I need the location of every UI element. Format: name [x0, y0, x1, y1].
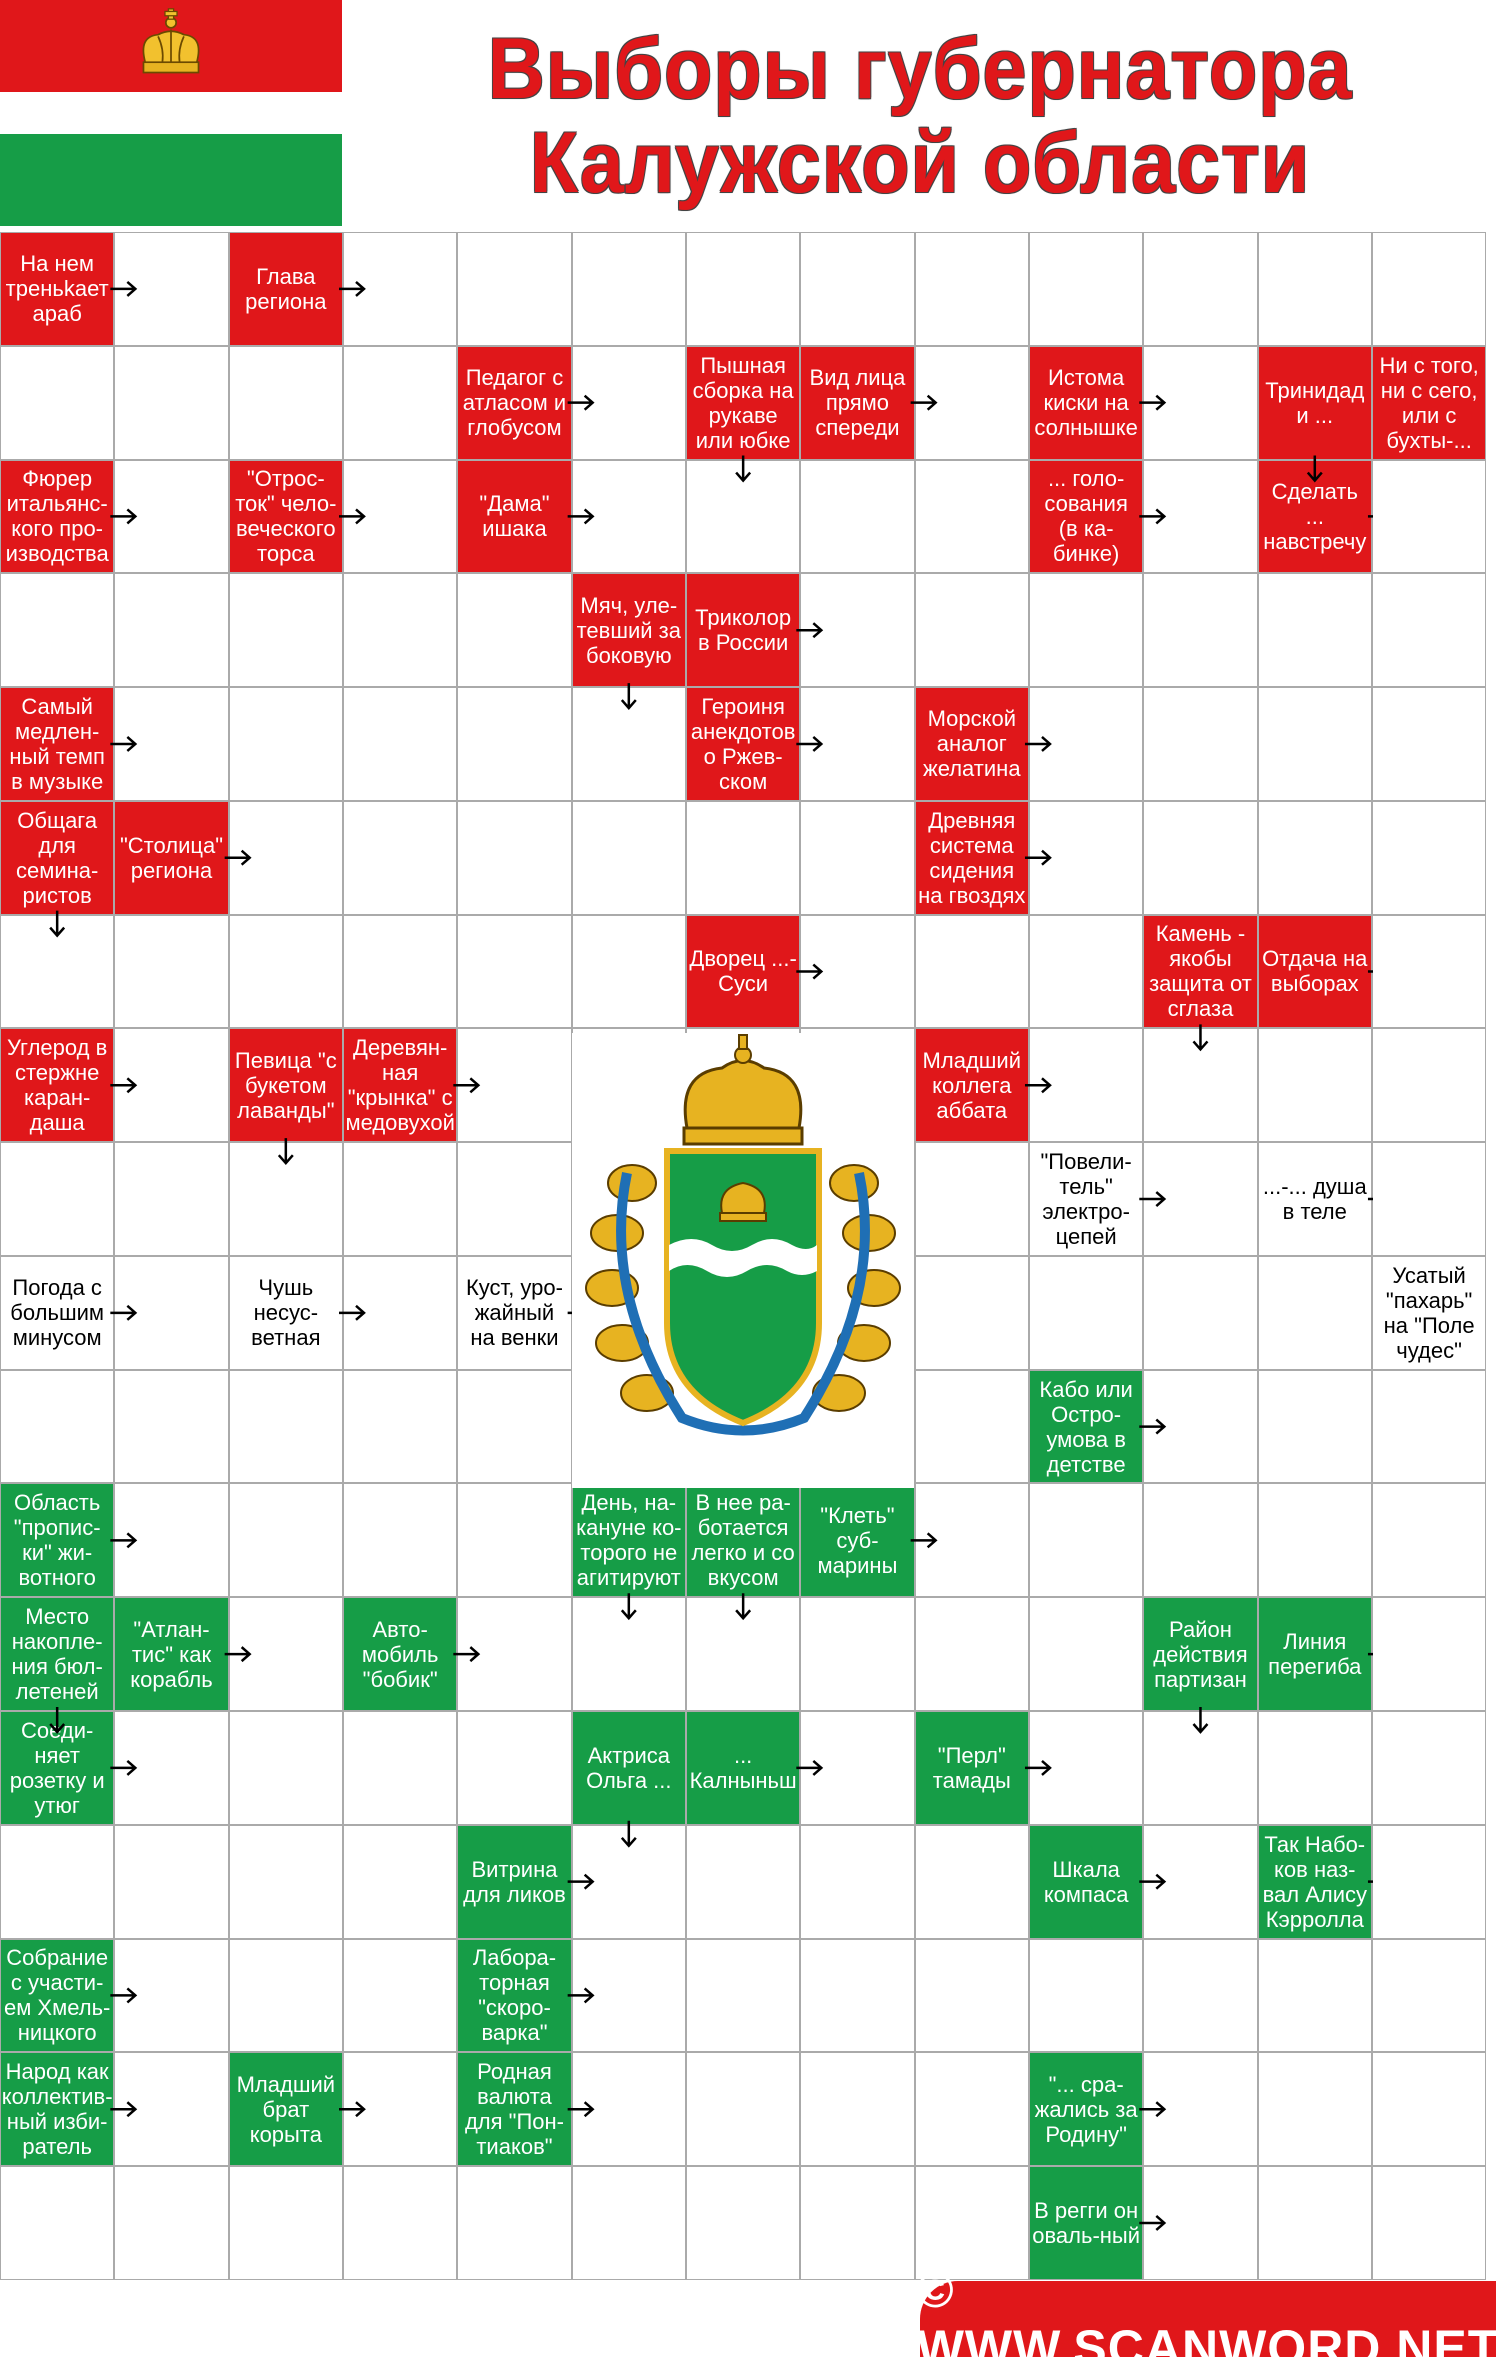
answer-cell[interactable] [114, 1825, 228, 1939]
answer-cell[interactable] [686, 1597, 800, 1711]
answer-cell[interactable] [1029, 1711, 1143, 1825]
copyright-footer[interactable] [916, 2262, 1500, 2376]
answer-cell[interactable] [800, 232, 914, 346]
answer-cell[interactable] [114, 1483, 228, 1597]
answer-cell[interactable] [1258, 801, 1372, 915]
clue-text: Героиня анекдотов о Ржев-ском [690, 693, 796, 794]
answer-cell[interactable] [915, 1939, 1029, 2053]
answer-cell[interactable] [1372, 573, 1486, 687]
clue-cell [0, 2052, 114, 2166]
clue-cell [1143, 915, 1257, 1029]
answer-cell[interactable] [1143, 687, 1257, 801]
clue-text: "Дама" ишака [479, 491, 550, 542]
clue-cell [686, 346, 800, 460]
answer-cell[interactable] [1143, 1370, 1257, 1484]
kaluga-coat-of-arms-icon [572, 1033, 914, 1488]
answer-cell[interactable] [1143, 1483, 1257, 1597]
answer-cell[interactable] [572, 687, 686, 801]
answer-cell[interactable] [343, 460, 457, 574]
answer-cell[interactable] [1029, 1597, 1143, 1711]
answer-cell[interactable] [1143, 1142, 1257, 1256]
clue-cell [0, 1028, 114, 1142]
clue-cell [1029, 1142, 1143, 1256]
clue-text: "Столица" региона [119, 832, 224, 883]
answer-cell[interactable] [457, 1370, 571, 1484]
clue-cell [0, 1256, 114, 1370]
answer-cell[interactable] [114, 1370, 228, 1484]
answer-cell[interactable] [114, 1939, 228, 2053]
clue-text: Деревян-ная "крынка" с медовухой [345, 1035, 455, 1136]
answer-cell[interactable] [1029, 1028, 1143, 1142]
answer-cell[interactable] [343, 1939, 457, 2053]
clue-cell [915, 1711, 1029, 1825]
answer-cell[interactable] [1143, 460, 1257, 574]
answer-cell[interactable] [229, 2166, 343, 2280]
clue-cell [915, 801, 1029, 915]
clue-cell [1372, 346, 1486, 460]
clue-text: Чушь несус-ветная [251, 1275, 321, 1351]
answer-cell[interactable] [800, 573, 914, 687]
clue-cell [572, 573, 686, 687]
answer-cell[interactable] [0, 573, 114, 687]
answer-cell[interactable] [686, 2166, 800, 2280]
clue-text: Морской аналог желатина [923, 706, 1021, 782]
answer-cell[interactable] [343, 232, 457, 346]
clue-text: Витрина для ликов [463, 1856, 566, 1907]
clue-text: Педагог с атласом и глобусом [462, 365, 567, 441]
answer-cell[interactable] [1258, 232, 1372, 346]
clue-text: "Перл" тамады [932, 1742, 1011, 1793]
clue-cell [1029, 460, 1143, 574]
clue-cell [114, 1597, 228, 1711]
answer-cell[interactable] [915, 1142, 1029, 1256]
answer-cell[interactable] [457, 573, 571, 687]
answer-cell[interactable] [1372, 801, 1486, 915]
clue-text: Линия перегиба [1268, 1629, 1362, 1680]
clue-text: ... голо-сования (в ка-бинке) [1044, 466, 1128, 567]
answer-cell[interactable] [229, 1370, 343, 1484]
clue-text: Родная валюта для "Пон-тиаков" [464, 2059, 564, 2160]
answer-cell[interactable] [114, 687, 228, 801]
answer-cell[interactable] [1258, 573, 1372, 687]
clue-text: Сделать ... навстречу [1263, 478, 1367, 554]
answer-cell[interactable] [800, 1825, 914, 1939]
answer-cell[interactable] [1029, 1483, 1143, 1597]
answer-cell[interactable] [915, 346, 1029, 460]
clue-text: Певица "с букетом лаванды" [234, 1047, 337, 1123]
answer-cell[interactable] [1258, 2052, 1372, 2166]
answer-cell[interactable] [800, 460, 914, 574]
clue-cell [457, 2052, 571, 2166]
clue-text: Мяч, уле-тевший за боковую [576, 592, 682, 668]
answer-cell[interactable] [686, 1939, 800, 2053]
clue-cell [229, 2052, 343, 2166]
answer-cell[interactable] [1029, 801, 1143, 915]
answer-cell[interactable] [0, 915, 114, 1029]
answer-cell[interactable] [229, 915, 343, 1029]
answer-cell[interactable] [1143, 573, 1257, 687]
clue-cell [1029, 2052, 1143, 2166]
answer-cell[interactable] [572, 1939, 686, 2053]
answer-cell[interactable] [915, 1256, 1029, 1370]
answer-cell[interactable] [343, 573, 457, 687]
answer-cell[interactable] [1372, 1825, 1486, 1939]
answer-cell[interactable] [343, 1825, 457, 1939]
clue-text: Общага для семина-ристов [15, 807, 99, 908]
answer-cell[interactable] [229, 346, 343, 460]
clue-cell [1258, 346, 1372, 460]
clue-cell [0, 1939, 114, 2053]
clue-cell [1258, 460, 1372, 574]
answer-cell[interactable] [114, 1142, 228, 1256]
clue-cell [343, 1028, 457, 1142]
clue-cell [572, 1483, 686, 1597]
clue-text: Соеди-няет розетку и утюг [9, 1717, 105, 1818]
clue-cell [1258, 1597, 1372, 1711]
answer-cell[interactable] [343, 1370, 457, 1484]
answer-cell[interactable] [915, 1483, 1029, 1597]
answer-cell[interactable] [915, 915, 1029, 1029]
clue-cell [1029, 1370, 1143, 1484]
answer-cell[interactable] [1258, 1939, 1372, 2053]
clue-text: Ни с того, ни с сего, или с бухты-... [1379, 352, 1479, 453]
clue-text: Усатый "пахарь" на "Поле чудес" [1383, 1262, 1475, 1363]
answer-cell[interactable] [572, 232, 686, 346]
answer-cell[interactable] [1372, 915, 1486, 1029]
clue-cell [457, 460, 571, 574]
clue-text: Народ как коллектив-ный изби-ратель [1, 2059, 113, 2160]
answer-cell[interactable] [114, 1028, 228, 1142]
answer-cell[interactable] [229, 1597, 343, 1711]
clue-text: Место накопле-ния бюл-летеней [11, 1604, 103, 1705]
answer-cell[interactable] [1372, 460, 1486, 574]
clue-cell [457, 1939, 571, 2053]
clue-text: Триколор в России [695, 605, 792, 656]
answer-cell[interactable] [800, 1939, 914, 2053]
answer-cell[interactable] [1143, 2052, 1257, 2166]
answer-cell[interactable] [1372, 1370, 1486, 1484]
clue-cell [915, 1028, 1029, 1142]
answer-cell[interactable] [686, 2052, 800, 2166]
answer-cell[interactable] [457, 1597, 571, 1711]
clue-cell [229, 460, 343, 574]
clue-text: Район действия партизан [1153, 1616, 1248, 1692]
clue-cell [686, 915, 800, 1029]
answer-cell[interactable] [1258, 687, 1372, 801]
clue-cell [915, 687, 1029, 801]
clue-text: День, на-кануне ко-торого не агитируют [576, 1490, 682, 1591]
answer-cell[interactable] [572, 2166, 686, 2280]
answer-cell[interactable] [457, 915, 571, 1029]
clue-cell [0, 1597, 114, 1711]
clue-text: "Атлан-тис" как корабль [130, 1616, 213, 1692]
answer-cell[interactable] [915, 573, 1029, 687]
answer-cell[interactable] [1029, 1256, 1143, 1370]
clue-cell [114, 801, 228, 915]
answer-cell[interactable] [572, 915, 686, 1029]
answer-cell[interactable] [229, 1939, 343, 2053]
answer-cell[interactable] [1143, 1939, 1257, 2053]
clue-cell [229, 1256, 343, 1370]
answer-cell[interactable] [1029, 232, 1143, 346]
answer-cell[interactable] [1029, 687, 1143, 801]
clue-text: В нее ра-ботается легко и со вкусом [691, 1490, 795, 1591]
answer-cell[interactable] [915, 1597, 1029, 1711]
clue-cell [1258, 1142, 1372, 1256]
clue-cell [800, 346, 914, 460]
answer-cell[interactable] [915, 2052, 1029, 2166]
answer-cell[interactable] [229, 1142, 343, 1256]
clue-cell [0, 232, 114, 346]
clue-text: Так Набо-ков наз-вал Алису Кэрролла [1262, 1831, 1367, 1932]
clue-text: ...-... душа в теле [1262, 1174, 1367, 1225]
clue-text: Истома киски на солнышке [1034, 365, 1138, 441]
answer-cell[interactable] [343, 2052, 457, 2166]
clue-text: Авто-мобиль "бобик" [361, 1616, 439, 1692]
clue-cell [800, 1483, 914, 1597]
answer-cell[interactable] [343, 1142, 457, 1256]
answer-cell[interactable] [915, 1825, 1029, 1939]
clue-cell [0, 1483, 114, 1597]
clue-text: Камень - якобы защита от сглаза [1149, 921, 1252, 1022]
crown-icon [128, 2, 214, 88]
answer-cell[interactable] [800, 2052, 914, 2166]
answer-cell[interactable] [229, 687, 343, 801]
clue-cell [1029, 346, 1143, 460]
clue-text: Область "пропис-ки" жи-вотного [13, 1490, 101, 1591]
clue-text: Младший брат корыта [236, 2071, 336, 2147]
clue-text: Лабора-торная "скоро-варка" [472, 1945, 557, 2046]
clue-text: Древняя система сидения на гвоздях [918, 807, 1026, 908]
answer-cell[interactable] [915, 1370, 1029, 1484]
answer-cell[interactable] [1143, 1028, 1257, 1142]
answer-cell[interactable] [1143, 1256, 1257, 1370]
answer-cell[interactable] [1372, 1142, 1486, 1256]
answer-cell[interactable] [1372, 1939, 1486, 2053]
answer-cell[interactable] [343, 687, 457, 801]
clue-text: Пышная сборка на рукаве или юбке [692, 352, 794, 453]
clue-text: ... Калныньш [689, 1742, 797, 1793]
title-line-2: Калужской области [529, 115, 1311, 211]
clue-text: Отдача на выборах [1262, 946, 1368, 997]
footer-text[interactable]: © WWW.SCANWORD.NET [916, 2262, 1500, 2376]
answer-cell[interactable] [1258, 1483, 1372, 1597]
answer-cell[interactable] [572, 460, 686, 574]
clue-text: "Отрос-ток" чело-веческого торса [235, 466, 337, 567]
answer-cell[interactable] [686, 232, 800, 346]
clue-cell [0, 801, 114, 915]
answer-cell[interactable] [1372, 1711, 1486, 1825]
answer-cell[interactable] [915, 232, 1029, 346]
answer-cell[interactable] [572, 1825, 686, 1939]
answer-cell[interactable] [1258, 1711, 1372, 1825]
answer-cell[interactable] [457, 1483, 571, 1597]
clue-text: Тринидад и ... [1265, 377, 1365, 428]
answer-cell[interactable] [1029, 1939, 1143, 2053]
clue-text: "Повели-тель" электро-цепей [1040, 1149, 1132, 1250]
clue-text: "Клеть" суб-марины [817, 1502, 898, 1578]
clue-cell [343, 1597, 457, 1711]
answer-cell[interactable] [1258, 1028, 1372, 1142]
clue-cell [1029, 1825, 1143, 1939]
clue-text: Кабо или Остро-умова в детстве [1039, 1376, 1133, 1477]
answer-cell[interactable] [457, 801, 571, 915]
answer-cell[interactable] [800, 2166, 914, 2280]
answer-cell[interactable] [343, 1483, 457, 1597]
answer-cell[interactable] [343, 801, 457, 915]
answer-cell[interactable] [915, 460, 1029, 574]
clue-text: Глава региона [245, 263, 327, 314]
answer-cell[interactable] [114, 915, 228, 1029]
answer-cell[interactable] [572, 2052, 686, 2166]
clue-cell [572, 1711, 686, 1825]
clue-text: Младший коллега аббата [922, 1047, 1022, 1123]
clue-text: Углерод в стержне каран-даша [7, 1035, 108, 1136]
answer-cell[interactable] [1372, 1483, 1486, 1597]
answer-cell[interactable] [686, 801, 800, 915]
clue-text: В регги он оваль-ный [1032, 2197, 1141, 2248]
answer-cell[interactable] [1372, 1028, 1486, 1142]
answer-cell[interactable] [457, 1142, 571, 1256]
clue-cell [0, 1711, 114, 1825]
clue-text: Фюрер итальянс-кого про-изводства [5, 466, 109, 567]
kaluga-flag-icon [0, 0, 342, 226]
answer-cell[interactable] [1143, 232, 1257, 346]
answer-cell[interactable] [343, 346, 457, 460]
answer-cell[interactable] [800, 801, 914, 915]
answer-cell[interactable] [0, 346, 114, 460]
answer-cell[interactable] [800, 1597, 914, 1711]
answer-cell[interactable] [1143, 801, 1257, 915]
answer-cell[interactable] [114, 232, 228, 346]
clue-cell [1372, 1256, 1486, 1370]
answer-cell[interactable] [1258, 1256, 1372, 1370]
clue-text: Вид лица прямо спереди [809, 365, 906, 441]
answer-cell[interactable] [572, 346, 686, 460]
answer-cell[interactable] [0, 2166, 114, 2280]
clue-cell [686, 573, 800, 687]
answer-cell[interactable] [1029, 573, 1143, 687]
answer-cell[interactable] [1372, 1597, 1486, 1711]
answer-cell[interactable] [114, 346, 228, 460]
clue-text: "... сра-жались за Родину" [1034, 2071, 1138, 2147]
answer-cell[interactable] [1372, 2052, 1486, 2166]
answer-cell[interactable] [800, 1711, 914, 1825]
answer-cell[interactable] [343, 1711, 457, 1825]
clue-text: На нем треньkaет араб [5, 251, 109, 327]
clue-cell [229, 232, 343, 346]
clue-text: Актриса Ольга ... [586, 1742, 672, 1793]
answer-cell[interactable] [114, 2052, 228, 2166]
clue-cell [686, 1711, 800, 1825]
answer-cell[interactable] [800, 687, 914, 801]
answer-cell[interactable] [1029, 915, 1143, 1029]
answer-cell[interactable] [572, 1597, 686, 1711]
clue-cell [0, 687, 114, 801]
answer-cell[interactable] [457, 232, 571, 346]
answer-cell[interactable] [457, 2166, 571, 2280]
clue-text: Дворец ...-Суси [689, 946, 797, 997]
clue-cell [686, 1483, 800, 1597]
answer-cell[interactable] [229, 801, 343, 915]
answer-cell[interactable] [572, 801, 686, 915]
answer-cell[interactable] [229, 1483, 343, 1597]
clue-cell [1258, 915, 1372, 1029]
answer-cell[interactable] [686, 1825, 800, 1939]
answer-cell[interactable] [343, 915, 457, 1029]
title-line-1: Выборы губернатора [487, 21, 1353, 117]
answer-cell[interactable] [0, 1370, 114, 1484]
answer-cell[interactable] [114, 2166, 228, 2280]
clue-cell [229, 1028, 343, 1142]
clue-cell [457, 1825, 571, 1939]
answer-cell[interactable] [114, 1256, 228, 1370]
page-title [423, 22, 1417, 210]
clue-text: Самый медлен-ный темп в музыке [9, 693, 105, 794]
clue-text: Куст, уро-жайный на венки [465, 1275, 563, 1351]
answer-cell[interactable] [343, 1256, 457, 1370]
clue-cell [686, 687, 800, 801]
answer-cell[interactable] [114, 1711, 228, 1825]
clue-cell [457, 346, 571, 460]
answer-cell[interactable] [0, 1142, 114, 1256]
answer-cell[interactable] [229, 573, 343, 687]
clue-cell [0, 460, 114, 574]
clue-cell [457, 1256, 571, 1370]
answer-cell[interactable] [229, 1711, 343, 1825]
answer-cell[interactable] [686, 460, 800, 574]
answer-cell[interactable] [114, 460, 228, 574]
clue-text: Собрание с участи-ем Хмель-ницкого [3, 1945, 111, 2046]
clue-text: Погода с большим минусом [10, 1275, 105, 1351]
answer-cell[interactable] [800, 915, 914, 1029]
answer-cell[interactable] [343, 2166, 457, 2280]
answer-cell[interactable] [457, 687, 571, 801]
clue-cell [1258, 1825, 1372, 1939]
answer-cell[interactable] [457, 1711, 571, 1825]
clue-text: Шкала компаса [1043, 1856, 1129, 1907]
answer-cell[interactable] [1372, 232, 1486, 346]
answer-cell[interactable] [229, 1825, 343, 1939]
answer-cell[interactable] [1372, 687, 1486, 801]
answer-cell[interactable] [457, 1028, 571, 1142]
answer-cell[interactable] [1143, 346, 1257, 460]
answer-cell[interactable] [1143, 1825, 1257, 1939]
answer-cell[interactable] [114, 573, 228, 687]
answer-cell[interactable] [1258, 1370, 1372, 1484]
answer-cell[interactable] [1143, 1711, 1257, 1825]
clue-cell [1143, 1597, 1257, 1711]
answer-cell[interactable] [0, 1825, 114, 1939]
